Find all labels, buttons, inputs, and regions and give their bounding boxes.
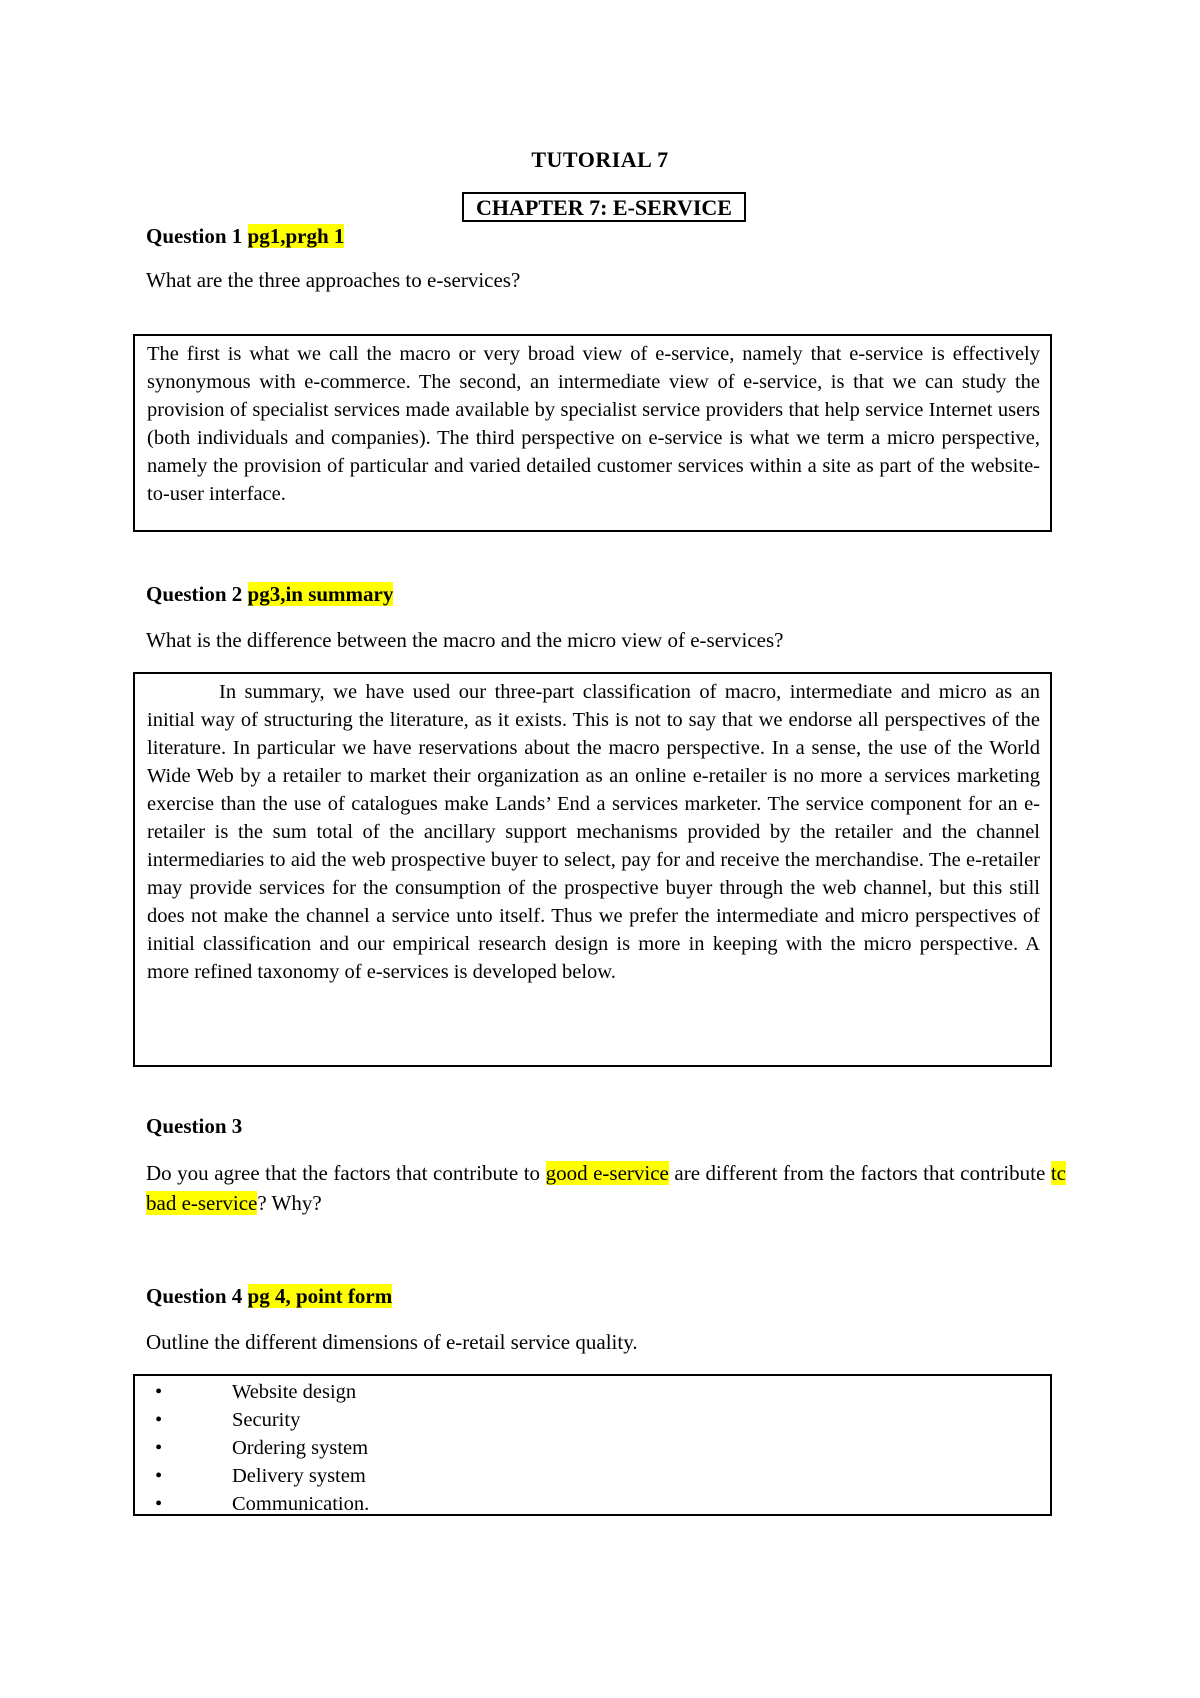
list-item: [147, 1434, 1040, 1462]
question-2-answer: In summary, we have used our three-part classification of macro, intermediate and micro as an initial way of structuring the literature, as it exists. This is not to say that we endorse all perspectives of the literature. In particular we have reservations about the macro perspective. In a sense, the use of the World Wide Web by a retailer to market their organization as an online e-retailer is no more a services marketing exercise than the use of catalogues make Lands’ End a services marketer. The service component for an e-retailer is the sum total of the ancillary support mechanisms provided by the retailer and the channel intermediaries to aid the web prospective buyer to select, pay for and receive the merchandise. The e-retailer may provide services for the consumption of the prospective buyer through the web channel, but this still does not make the channel a service unto itself. Thus we prefer the intermediate and micro perspectives of initial classification and our empirical research design is more in keeping with the micro perspective. A more refined taxonomy of e-services is developed below.: [147, 681, 1040, 983]
question-4-answer-box: [133, 1374, 1052, 1516]
bullet-icon: •: [155, 1381, 163, 1403]
list-item-text: Website design: [232, 1381, 357, 1403]
list-item-text: Delivery system: [232, 1465, 366, 1487]
question-3-prompt-part2: are different from the factors that contribute: [668, 1161, 1051, 1185]
list-item-text: Communication.: [232, 1493, 370, 1515]
question-4-prompt: Outline the different dimensions of e-retail service quality.: [146, 1330, 638, 1354]
chapter-heading-box: CHAPTER 7: E-SERVICE: [462, 192, 746, 222]
bullet-icon: •: [155, 1493, 163, 1515]
list-item-text: Ordering system: [232, 1437, 369, 1459]
question-1-label: Question 1: [146, 224, 248, 248]
question-2-answer-box: [133, 672, 1052, 1067]
question-2-label: Question 2: [146, 582, 248, 606]
question-4-label: Question 4: [146, 1284, 248, 1308]
list-item: [147, 1462, 1040, 1490]
list-item-text: Security: [232, 1409, 301, 1431]
question-2-heading: [146, 580, 393, 608]
question-3-heading: Question 3: [146, 1114, 243, 1138]
document-title: TUTORIAL 7: [531, 147, 669, 172]
question-3-highlight-bad: tc bad e-service: [146, 1161, 1066, 1215]
bullet-icon: •: [155, 1465, 163, 1487]
question-1-note: pg1,prgh 1: [247, 224, 345, 248]
list-item: [147, 1378, 1040, 1406]
question-1-answer-box: [133, 334, 1052, 532]
dimensions-list: [147, 1378, 1040, 1518]
question-1-heading: [146, 222, 344, 250]
question-4-note: pg 4, point form: [247, 1284, 393, 1308]
bullet-icon: •: [155, 1409, 163, 1431]
question-4-heading: [146, 1282, 392, 1310]
question-1-prompt: What are the three approaches to e-services?: [146, 268, 521, 292]
question-2-prompt: What is the difference between the macro and the micro view of e-services?: [146, 628, 784, 652]
question-1-answer: The first is what we call the macro or very broad view of e-service, namely that e-service is effectively synonymous with e-commerce. The second, an intermediate view of e-service, is that we can study the provision of specialist services made available by specialist service providers that help service Internet users (both individuals and companies). The third perspective on e-service is what we term a micro perspective, namely the provision of particular and varied detailed customer services within a site as part of the website-to-user interface.: [147, 343, 1040, 505]
question-2-note: pg3,in summary: [247, 582, 394, 606]
bullet-icon: •: [155, 1437, 163, 1459]
question-3-prompt-part3: ? Why?: [257, 1191, 322, 1215]
question-3-prompt: [146, 1158, 1066, 1218]
list-item: [147, 1490, 1040, 1518]
question-3-highlight-good: good e-service: [545, 1161, 669, 1185]
question-3-prompt-part1: Do you agree that the factors that contribute to: [146, 1161, 546, 1185]
list-item: [147, 1406, 1040, 1434]
